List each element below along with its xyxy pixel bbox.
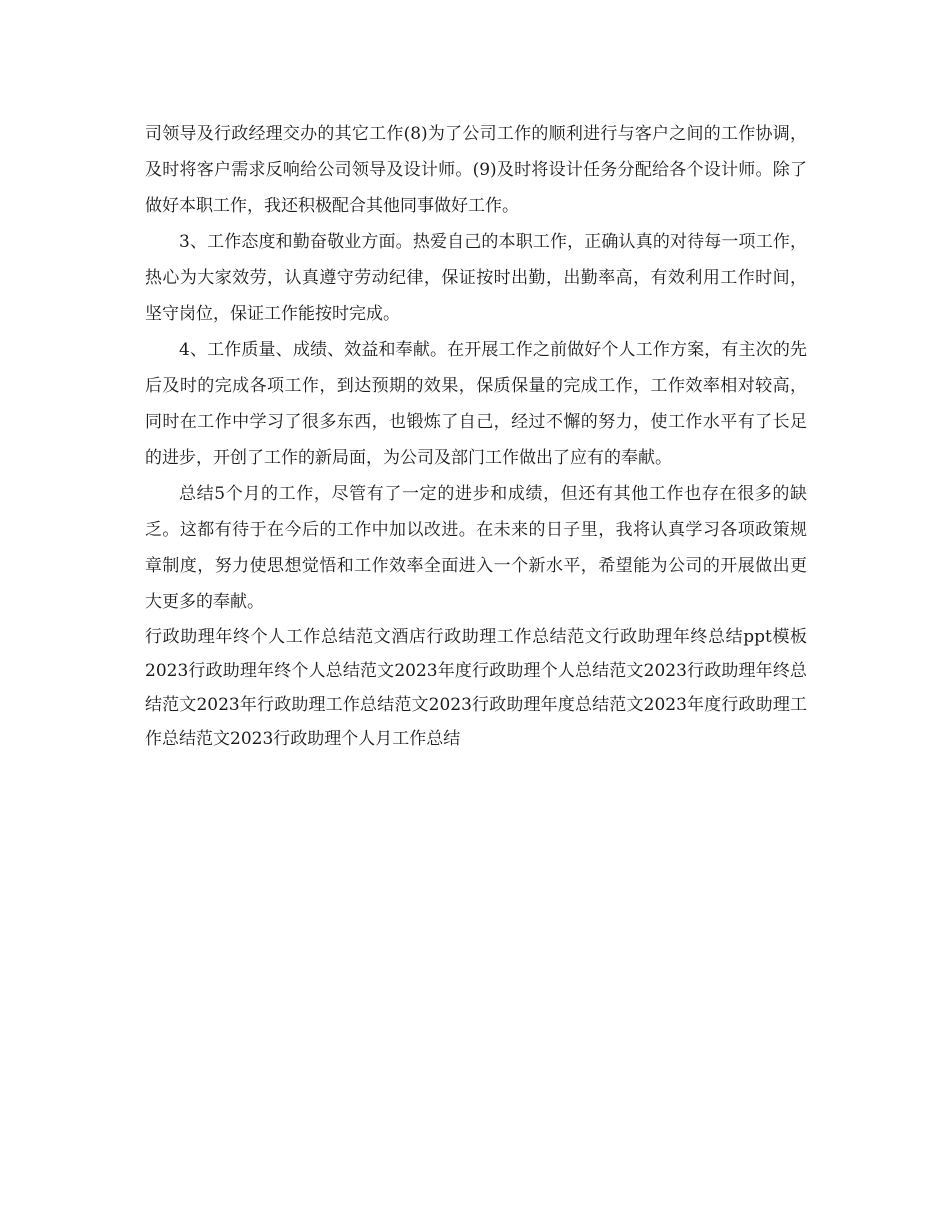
paragraph-work-quality: 4、工作质量、成绩、效益和奉献。在开展工作之前做好个人工作方案，有主次的先后及时的完成各项工作，到达预期的效果，保质保量的完成工作，工作效率相对较高，同时在工作中学习了很多东西，也锻炼了自己，经过不懈的努力，使工作水平有了长足的进步，开创了工作的新局面，为公司及部门工作做出了应有的奉献。 bbox=[145, 340, 807, 468]
related-links[interactable]: 行政助理年终个人工作总结范文酒店行政助理工作总结范文行政助理年终总结ppt模板2023行政助理年终个人总结范文2023年度行政助理个人总结范文2023行政助理年终总结范文2023年行政助理工作总结范文2023行政助理年度总结范文2023年度行政助理工作总结范文2023行政助理个人月工作总结 bbox=[145, 627, 807, 749]
paragraph-duties-continued: 司领导及行政经理交办的其它工作(8)为了公司工作的顺利进行与客户之间的工作协调，及时将客户需求反响给公司领导及设计师。(9)及时将设计任务分配给各个设计师。除了做好本职工作，我还积极配合其他同事做好工作。 bbox=[145, 124, 807, 216]
document-page bbox=[145, 116, 807, 756]
paragraph-work-attitude: 3、工作态度和勤奋敬业方面。热爱自己的本职工作，正确认真的对待每一项工作，热心为大家效劳，认真遵守劳动纪律，保证按时出勤，出勤率高，有效利用工作时间，坚守岗位，保证工作能按时完成。 bbox=[145, 232, 807, 324]
paragraph-summary: 总结5个月的工作，尽管有了一定的进步和成绩，但还有其他工作也存在很多的缺乏。这都有待于在今后的工作中加以改进。在未来的日子里，我将认真学习各项政策规章制度，努力使思想觉悟和工作效率全面进入一个新水平，希望能为公司的开展做出更大更多的奉献。 bbox=[145, 484, 807, 612]
